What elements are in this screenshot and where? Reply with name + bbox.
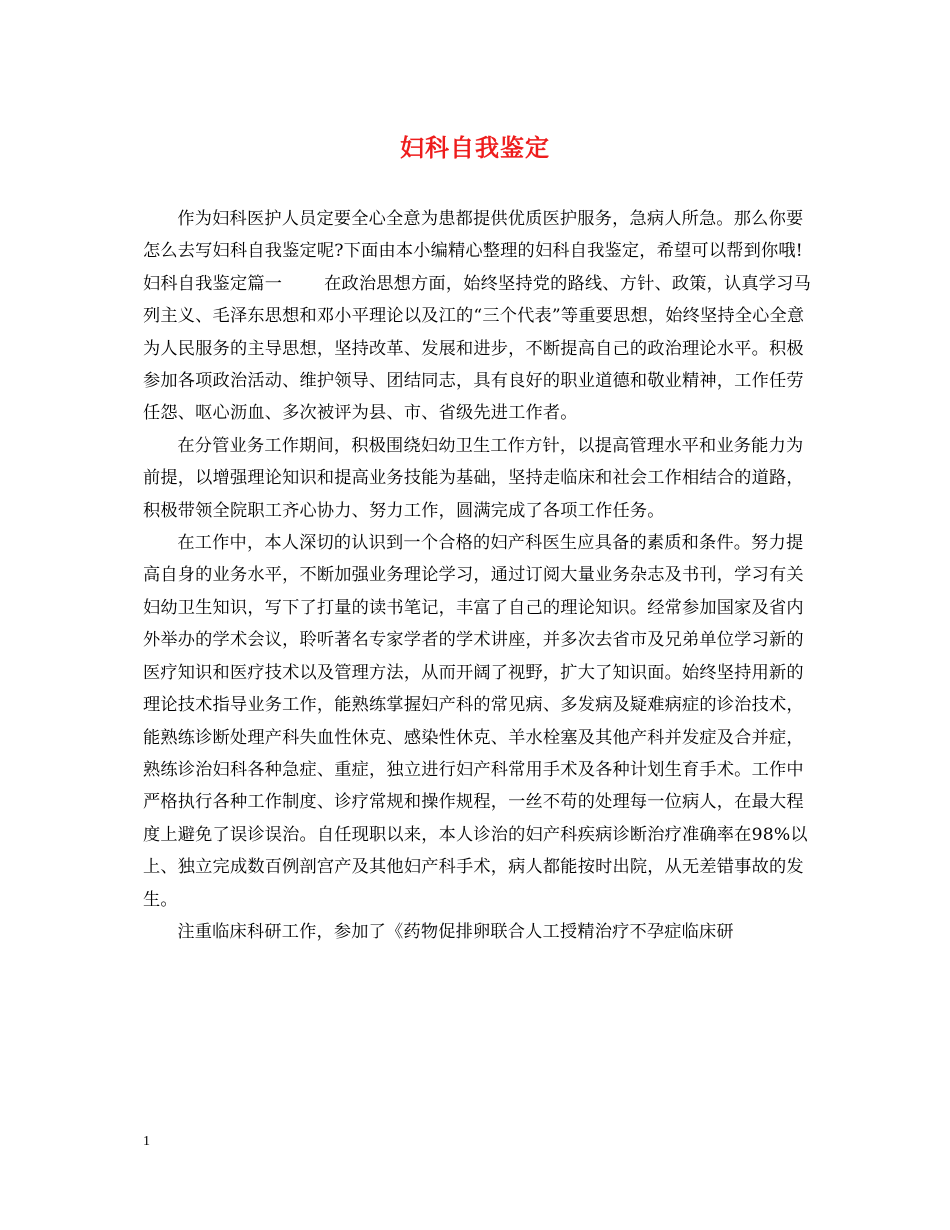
section-heading: 妇科自我鉴定篇一 [143, 273, 283, 294]
body-paragraph-1: 在分管业务工作期间，积极围绕妇幼卫生工作方针，以提高管理水平和业务能力为前提，以增强理论知识和提高业务技能为基础，坚持走临床和社会工作相结合的道路，积极带领全院职工齐心协力、努力工作，圆满完成了各项工作任务。 [143, 435, 804, 521]
intro-paragraph: 作为妇科医护人员定要全心全意为患都提供优质医护服务，急病人所急。那么你要怎么去写妇科自我鉴定呢?下面由本小编精心整理的妇科自我鉴定，希望可以帮到你哦! [143, 209, 804, 262]
document-body [143, 203, 815, 948]
section-first-text: 在政治思想方面，始终坚持党的路线、方针、政策，认真学习马列主义、毛泽东思想和邓小平理论以及江的“三个代表”等重要思想，始终坚持全心全意为人民服务的主导思想，坚持改革、发展和进步，不断提高自己的政治理论水平。积极参加各项政治活动、维护领导、团结同志，具有良好的职业道德和敬业精神，工作任劳任怨、呕心沥血、多次被评为县、市、省级先进工作者。 [143, 273, 811, 424]
body-paragraph-2: 在工作中，本人深切的认识到一个合格的妇产科医生应具备的素质和条件。努力提高自身的业务水平，不断加强业务理论学习，通过订阅大量业务杂志及书刊，学习有关妇幼卫生知识，写下了打量的读书笔记，丰富了自己的理论知识。经常参加国家及省内外举办的学术会议，聆听著名专家学者的学术讲座，并多次去省市及兄弟单位学习新的医疗知识和医疗技术以及管理方法，从而开阔了视野，扩大了知识面。始终坚持用新的理论技术指导业务工作，能熟练掌握妇产科的常见病、多发病及疑难病症的诊治技术，能熟练诊断处理产科失血性休克、感染性休克、羊水栓塞及其他产科并发症及合并症，熟练诊治妇科各种急症、重症，独立进行妇产科常用手术及各种计划生育手术。工作中严格执行各种工作制度、诊疗常规和操作规程，一丝不苟的处理每一位病人，在最大程度上避免了误诊误治。自任现职以来，本人诊治的妇产科疾病诊断治疗准确率在98%以上、独立完成数百例剖宫产及其他妇产科手术，病人都能按时出院，从无差错事故的发生。 [143, 533, 808, 910]
body-paragraph-3: 注重临床科研工作，参加了《药物促排卵联合人工授精治疗不孕症临床研 [177, 921, 734, 942]
document-title: 妇科自我鉴定 [400, 133, 550, 162]
section-paragraph [143, 268, 815, 430]
page-number: 1 [143, 1134, 150, 1149]
